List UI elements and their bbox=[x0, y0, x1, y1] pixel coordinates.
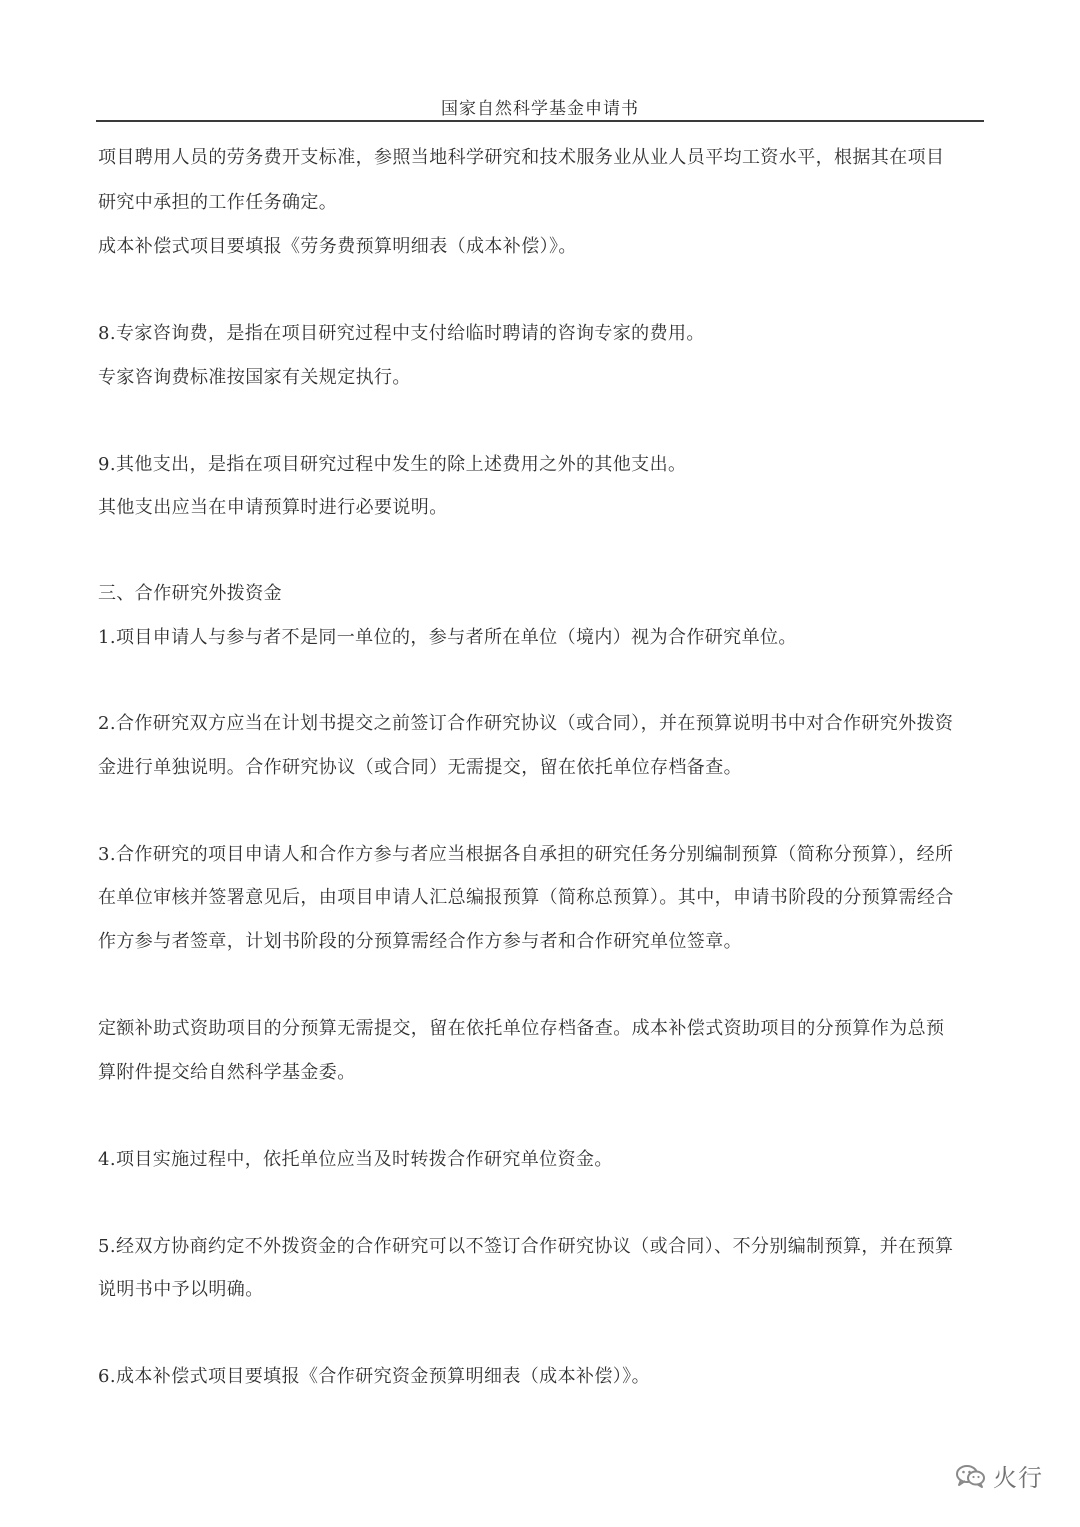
paragraph-line: 专家咨询费标准按国家有关规定执行。 bbox=[98, 367, 411, 388]
paragraph-line: 作方参与者签章，计划书阶段的分预算需经合作方参与者和合作研究单位签章。 bbox=[98, 931, 742, 952]
paragraph-line: 定额补助式资助项目的分预算无需提交，留在依托单位存档备查。成本补偿式资助项目的分预算作为总预 bbox=[98, 1018, 945, 1039]
paragraph-line: 8.专家咨询费，是指在项目研究过程中支付给临时聘请的咨询专家的费用。 bbox=[98, 323, 705, 344]
document-title: 国家自然科学基金申请书 bbox=[441, 99, 639, 119]
watermark-text: 火行 bbox=[993, 1464, 1043, 1492]
paragraph-line: 成本补偿式项目要填报《劳务费预算明细表（成本补偿）》。 bbox=[98, 236, 577, 257]
paragraph-line: 3.合作研究的项目申请人和合作方参与者应当根据各自承担的研究任务分别编制预算（简称分预算），经所 bbox=[98, 844, 954, 865]
paragraph-line: 1.项目申请人与参与者不是同一单位的，参与者所在单位（境内）视为合作研究单位。 bbox=[98, 627, 797, 648]
paragraph-line: 说明书中予以明确。 bbox=[98, 1279, 264, 1300]
paragraph-line: 6.成本补偿式项目要填报《合作研究资金预算明细表（成本补偿）》。 bbox=[98, 1366, 650, 1387]
paragraph-line: 5.经双方协商约定不外拨资金的合作研究可以不签订合作研究协议（或合同）、不分别编制预算，并在预算 bbox=[98, 1236, 954, 1257]
section-heading: 三、合作研究外拨资金 bbox=[98, 583, 282, 604]
wechat-icon bbox=[955, 1463, 987, 1489]
paragraph-line: 研究中承担的工作任务确定。 bbox=[98, 192, 338, 213]
paragraph-line: 金进行单独说明。合作研究协议（或合同）无需提交，留在依托单位存档备查。 bbox=[98, 757, 742, 778]
paragraph-line: 其他支出应当在申请预算时进行必要说明。 bbox=[98, 497, 448, 518]
page-header bbox=[96, 92, 984, 122]
paragraph-line: 9.其他支出，是指在项目研究过程中发生的除上述费用之外的其他支出。 bbox=[98, 454, 687, 475]
paragraph-line: 在单位审核并签署意见后，由项目申请人汇总编报预算（简称总预算）。其中，申请书阶段的分预算需经合 bbox=[98, 887, 954, 908]
paragraph-line: 2.合作研究双方应当在计划书提交之前签订合作研究协议（或合同），并在预算说明书中对合作研究外拨资 bbox=[98, 713, 954, 734]
paragraph-line: 算附件提交给自然科学基金委。 bbox=[98, 1062, 356, 1083]
paragraph-line: 4.项目实施过程中，依托单位应当及时转拨合作研究单位资金。 bbox=[98, 1149, 613, 1170]
watermark bbox=[955, 1458, 1043, 1493]
paragraph-line: 项目聘用人员的劳务费开支标准，参照当地科学研究和技术服务业从业人员平均工资水平，根据其在项目 bbox=[98, 147, 945, 168]
